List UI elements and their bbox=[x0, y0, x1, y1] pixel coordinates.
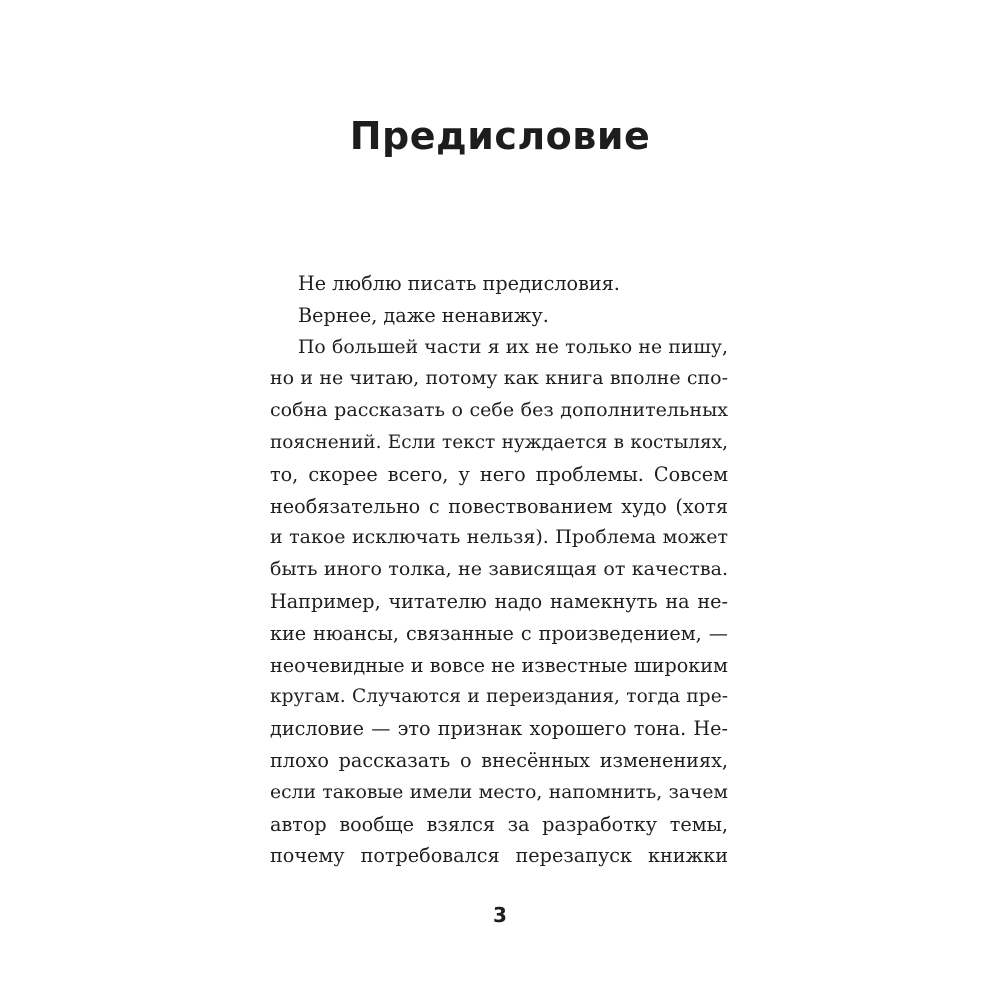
chapter-title: Предисловие bbox=[349, 114, 651, 158]
text-line: кие нюансы, связанные с произведением, — bbox=[270, 621, 728, 645]
text-line: Например, читателю надо намекнуть на не- bbox=[270, 589, 728, 613]
text-line: быть иного толка, не зависящая от качества. bbox=[270, 558, 728, 581]
text-line: и такое исключать нельзя). Проблема может bbox=[270, 526, 728, 549]
text-line: но и не читаю, потому как книга вполне спо- bbox=[270, 367, 728, 390]
text-line: Вернее, даже ненавижу. bbox=[298, 303, 549, 327]
text-line: почему потребовался перезапуск книжки bbox=[270, 844, 728, 868]
text-line: плохо рассказать о внесённых изменениях, bbox=[270, 748, 728, 772]
text-line: Не люблю писать предисловия. bbox=[298, 272, 620, 295]
text-line: дисловие — это признак хорошего тона. Не- bbox=[270, 717, 728, 741]
body-text bbox=[270, 268, 728, 872]
text-line: неочевидные и вовсе не известные широким bbox=[270, 653, 728, 677]
text-line: то, скорее всего, у него проблемы. Совсем bbox=[270, 462, 728, 486]
page-number: 3 bbox=[493, 903, 507, 927]
text-line: если таковые имели место, напомнить, зачем bbox=[270, 781, 728, 803]
text-line: автор вообще взялся за разработку темы, bbox=[270, 812, 728, 836]
text-line: кругам. Случаются и переиздания, тогда пре- bbox=[270, 686, 728, 708]
text-line: По большей части я их не только не пишу, bbox=[298, 336, 728, 358]
text-line: пояснений. Если текст нуждается в костылях, bbox=[270, 431, 728, 453]
text-line: собна рассказать о себе без дополнительных bbox=[270, 399, 728, 422]
text-line: необязательно с повествованием худо (хотя bbox=[270, 494, 728, 518]
